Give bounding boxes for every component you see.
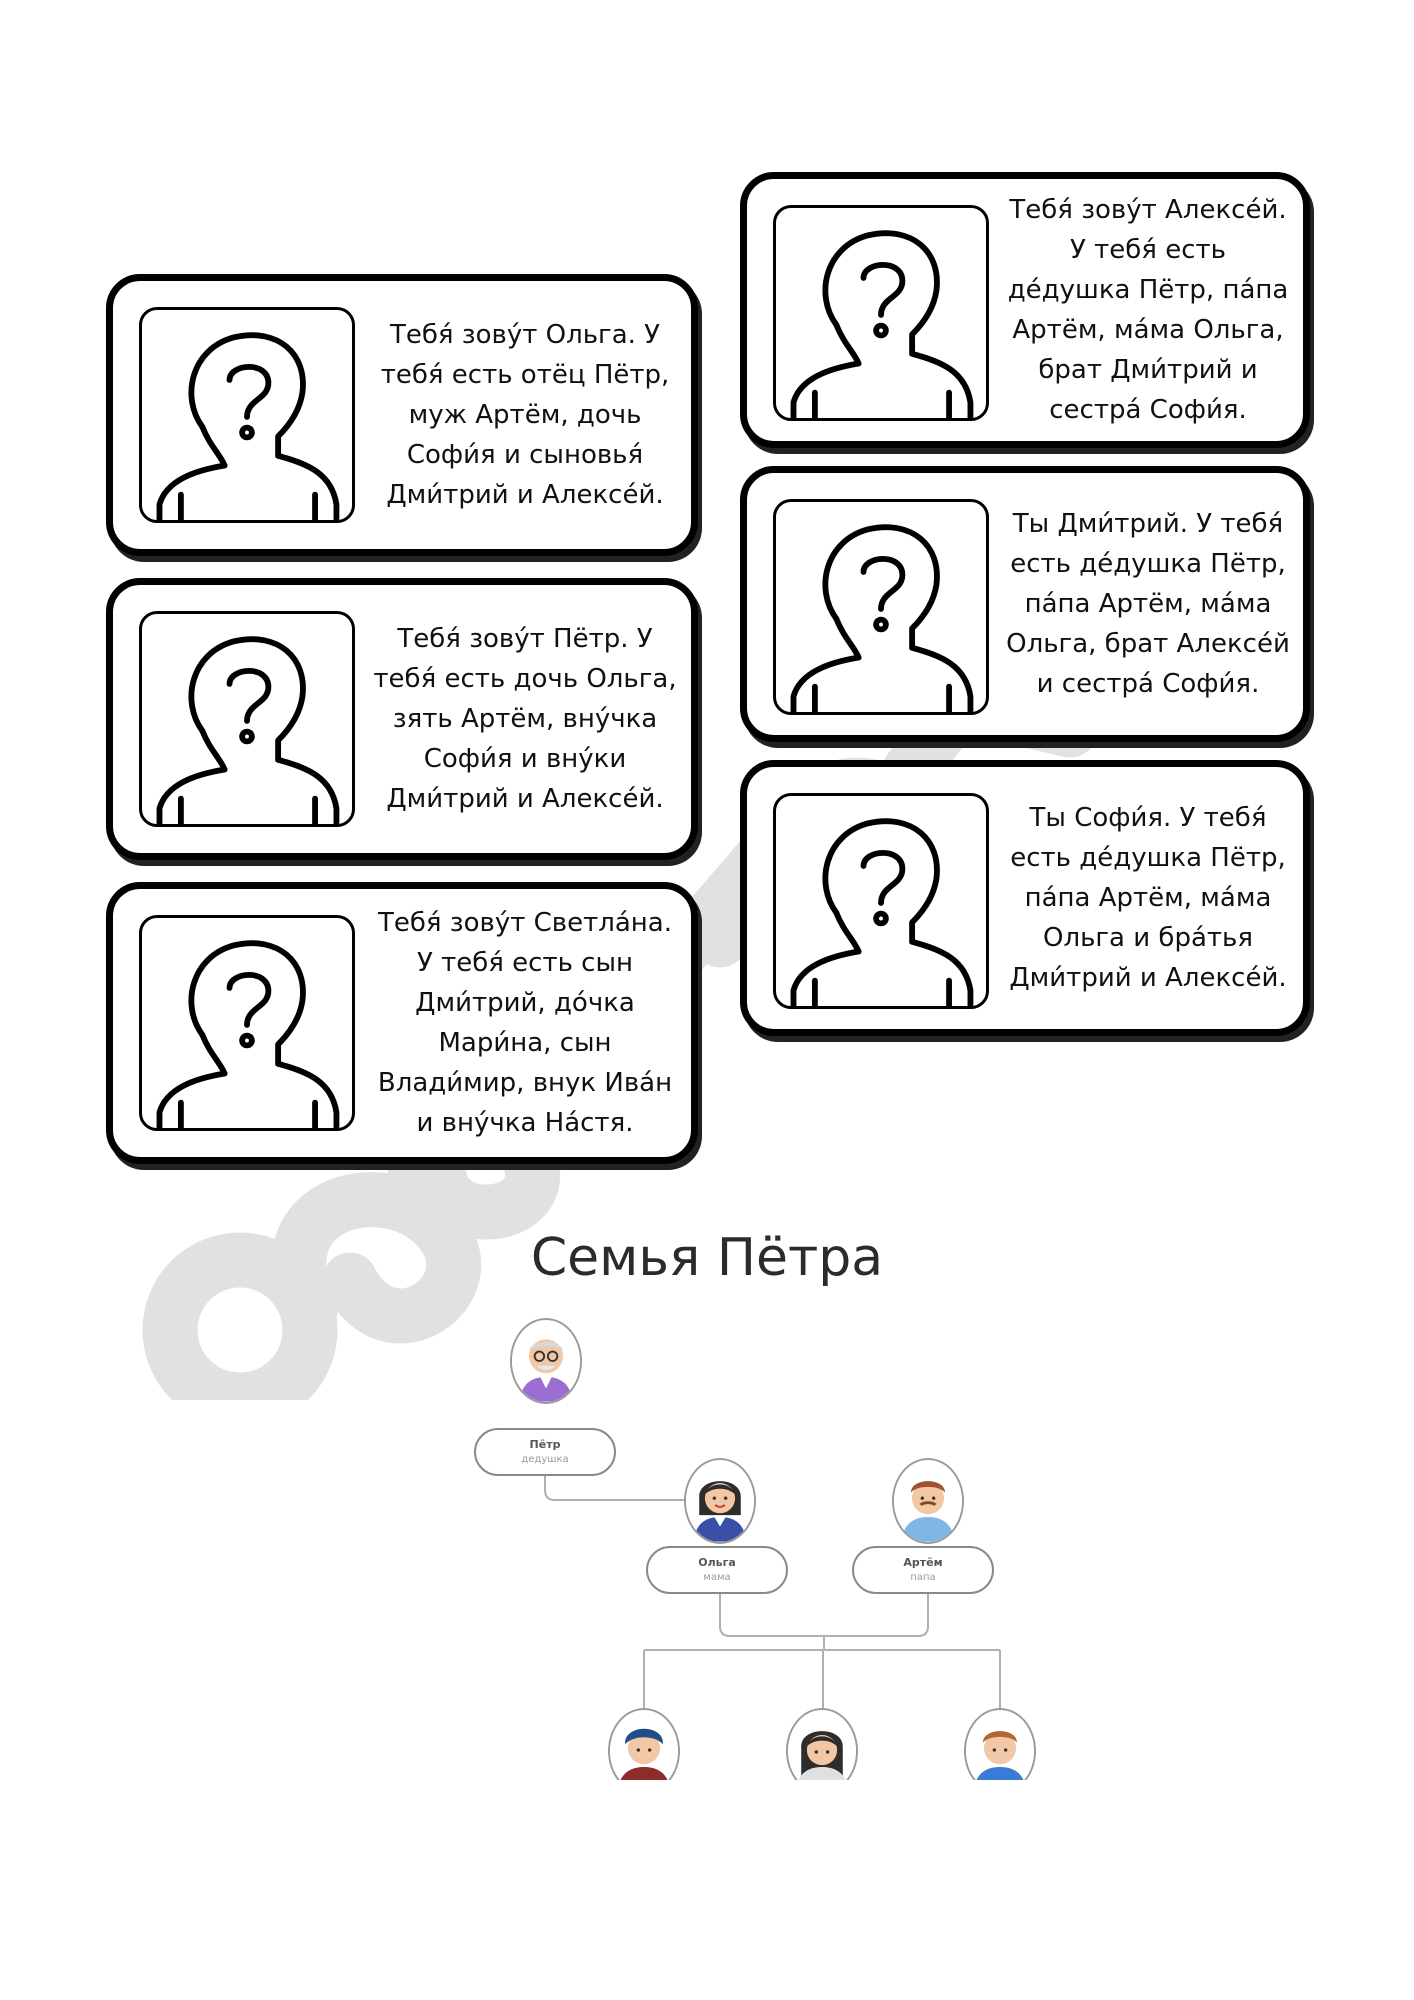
member-name: Пётр: [529, 1438, 561, 1451]
unknown-person-icon: [773, 205, 989, 421]
family-tree: [440, 1310, 1060, 1780]
avatar-daughter-sofia: [786, 1708, 858, 1780]
card-aleksei: [740, 172, 1310, 448]
member-role: дедушка: [521, 1454, 569, 1465]
card-text: Ты Софи́я. У тебя́ есть де́душка Пётр, па́па Артём, ма́ма Ольга и бра́тья Дми́трий и Алексе́й.: [1009, 803, 1287, 993]
member-role: мама: [703, 1572, 731, 1583]
member-role: папа: [910, 1572, 936, 1583]
name-box-artem: [852, 1546, 994, 1594]
family-tree-title: Семья Пётра: [530, 1228, 884, 1288]
card-svetlana: [106, 882, 698, 1164]
card-text: Тебя́ зову́т Алексе́й. У тебя́ есть де́душка Пётр, па́па Артём, ма́ма Ольга, брат Дми́трий и сестра́ Софи́я.: [1007, 195, 1289, 425]
name-box-petr: [474, 1428, 616, 1476]
unknown-person-icon: [139, 915, 355, 1131]
unknown-person-icon: [773, 793, 989, 1009]
card-text: Тебя́ зову́т Пётр. У тебя́ есть дочь Ольга, зять Артём, вну́чка Софи́я и вну́ки Дми́трий и Алексе́й.: [373, 624, 677, 814]
card-olga: [106, 274, 698, 556]
card-sofia: [740, 760, 1310, 1036]
unknown-person-icon: [139, 307, 355, 523]
avatar-mother: [684, 1458, 756, 1544]
card-text: Тебя́ зову́т Ольга. У тебя́ есть отёц Пётр, муж Артём, дочь Софи́я и сыновья́ Дми́трий и Алексе́й.: [380, 320, 670, 510]
member-name: Ольга: [698, 1556, 736, 1569]
name-box-olga: [646, 1546, 788, 1594]
unknown-person-icon: [773, 499, 989, 715]
unknown-person-icon: [139, 611, 355, 827]
children-row: [440, 1700, 1060, 1780]
card-petr: [106, 578, 698, 860]
avatar-son-aleksei: [964, 1708, 1036, 1780]
member-name: Артём: [903, 1556, 943, 1569]
avatar-father: [892, 1458, 964, 1544]
card-text: Ты Дми́трий. У тебя́ есть де́душка Пётр, па́па Артём, ма́ма Ольга, брат Алексе́й и сестра́ Софи́я.: [1006, 509, 1290, 699]
avatar-son-dmitrii: [608, 1708, 680, 1780]
card-dmitrii: [740, 466, 1310, 742]
avatar-grandpa: [510, 1318, 582, 1404]
card-text: Тебя́ зову́т Светла́на. У тебя́ есть сын Дми́трий, до́чка Мари́на, сын Влади́мир, внук Ива́н и вну́чка На́стя.: [377, 908, 673, 1138]
